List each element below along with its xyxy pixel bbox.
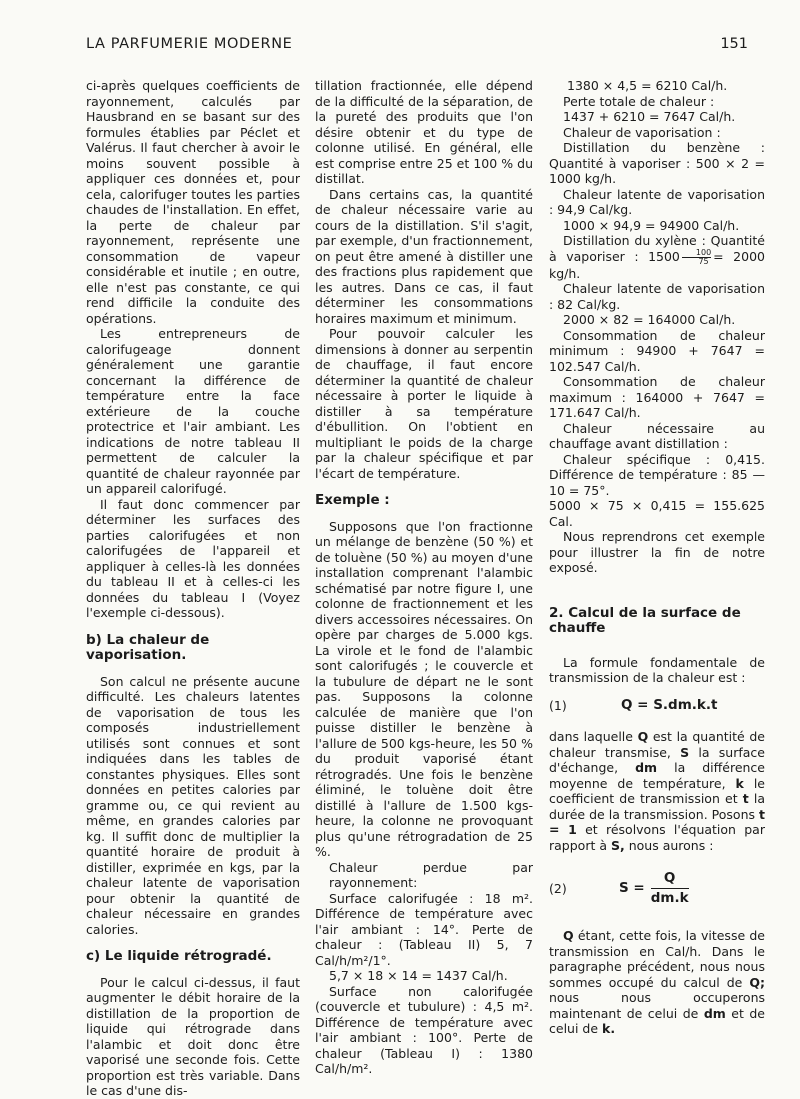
page-header — [86, 36, 748, 58]
section-heading-c: c) Le liquide rétrogradé. — [86, 948, 272, 964]
paragraph: Consommation de chaleur minimum : 94900 + 7647 = 102.547 Cal/h. — [549, 327, 765, 374]
paragraph: Il faut donc commencer par déterminer les surfaces des parties calorifugées et non calorifugées de l'appareil et appliquer à celles-là les données du tableau II et à celles-ci les données du tableau I (Voyez l'exemple ci-dessous). — [86, 496, 300, 620]
fraction-denominator: dm.k — [650, 889, 689, 906]
text-line: Chaleur de vaporisation : — [563, 124, 721, 140]
text-line: Perte totale de chaleur : — [563, 93, 715, 109]
paragraph — [549, 233, 765, 281]
section-heading-2: 2. Calcul de la surface de chauffe — [549, 604, 741, 636]
column-2 — [315, 78, 533, 1077]
text-run: dans laquelle — [549, 729, 633, 744]
paragraph: Dans certains cas, la quantité de chaleur nécessaire varie au cours de la distillation. S'il s'agit, par exemple, d'un fractionnement, on peut être amené à distiller une des fractions plus rapidement que les autres. Dans ce cas, il faut déterminer les consommations horaires maximum et minimum. — [315, 186, 533, 326]
formula-number: (2) — [549, 880, 567, 896]
paragraph: Surface non calorifugée (couvercle et tubulure) : 4,5 m². Différence de température avec l'air ambiant : 100°. Perte de chaleur (Tableau I) : 1380 Cal/h/m². — [315, 983, 533, 1076]
symbol-k: k. — [602, 1021, 616, 1036]
formula-lhs: S = — [619, 879, 645, 896]
symbol-q: Q — [563, 928, 574, 943]
equation-line: 1380 × 4,5 = 6210 Cal/h. — [567, 78, 728, 93]
text-run: la différence moyenne de température, — [549, 760, 765, 791]
paragraph: Son calcul ne présente aucune difficulté. Les chaleurs latentes de vaporisation de tous les composés industriellement utilisés sont connues et sont indiquées dans les tables de constantes physiques. Elles sont données en petites calories par gramme ou, ce qui revient au même, en grandes calories par kg. Il suffit donc de multiplier la quantité horaire de produit à distiller, exprimée en kgs, par la chaleur latente de vaporisation pour obtenir la quantité de chaleur nécessaire en grandes calories. — [86, 673, 300, 937]
symbol-t-equals-1: t = 1 — [549, 806, 765, 837]
paragraph: tillation fractionnée, elle dépend de la difficulté de la séparation, de la pureté des produits que l'on désire obtenir et du type de colonne utilisé. En général, elle est comprise entre 25 et 100 % du distillat. — [315, 78, 533, 186]
symbol-s: S, — [610, 837, 625, 853]
paragraph: Chaleur latente de vaporisation : 94,9 Cal/kg. — [549, 186, 765, 217]
paragraph — [549, 729, 765, 853]
text-run: nous aurons : — [628, 837, 714, 853]
equation-line: 1437 + 6210 = 7647 Cal/h. — [563, 109, 736, 124]
paragraph: Chaleur latente de vaporisation : 82 Cal/kg. — [549, 281, 765, 312]
symbol-q: Q — [637, 729, 649, 744]
paragraph: Les entrepreneurs de calorifugeage donnent généralement une garantie concernant la différence de température entre la face extérieure de la couche protectrice et l'air ambiant. Les indications de notre tableau II permettent de calculer la quantité de chaleur rayonnée par un appareil calorifugé. — [86, 326, 300, 496]
formula-1 — [549, 698, 765, 714]
page-number: 151 — [720, 36, 748, 52]
paragraph: Pour le calcul ci-dessus, il faut augmenter le débit horaire de la distillation de la proportion de liquide qui rétrograde dans l'alambic et doit donc être vaporisé une seconde fois. Cette proportion est très variable. Dans le cas d'une dis- — [86, 974, 300, 1098]
small-fraction — [682, 249, 711, 266]
paragraph: Surface calorifugée : 18 m². Différence de température avec l'air ambiant : 14°. Perte de chaleur : (Tableau II) 5, 7 Cal/h/m²/1°. — [315, 890, 533, 968]
symbol-dm: dm — [703, 1005, 726, 1021]
paragraph: Distillation du benzène : Quantité à vaporiser : 500 × 2 = 1000 kg/h. — [549, 140, 765, 186]
equation-line: 5000 × 75 × 0,415 = 155.625 Cal. — [549, 498, 765, 529]
paragraph: ci-après quelques coefficients de rayonnement, calculés par Hausbrand en se basant sur des formules établies par Péclet et Valérus. Il faut chercher à avoir le moins souvent possible à appliquer ces données et, pour cela, calorifuger toutes les parties chaudes de l'installation. En effet, la perte de chaleur par rayonnement, représente une consommation de vapeur considérable et inutile ; en outre, elle n'est pas constante, ce qui rend difficile la conduite des opérations. — [86, 78, 300, 326]
journal-title: LA PARFUMERIE MODERNE — [86, 36, 293, 52]
xylene-text: Distillation du xylène : Quantité à vaporiser : 1500 — [549, 233, 765, 264]
equation-line: 1000 × 94,9 = 94900 Cal/h. — [563, 217, 740, 233]
text-run: la durée de la transmission. Posons — [549, 791, 765, 822]
fraction-numerator: 100 — [695, 247, 712, 257]
paragraph: Nous reprendrons cet exemple pour illustrer la fin de notre exposé. — [549, 529, 765, 575]
paragraph: Pour pouvoir calculer les dimensions à donner au serpentin de chauffage, il faut encore déterminer la quantité de chaleur nécessaire à porter le liquide à distiller à sa température d'ébullition. On l'obtient en multipliant le poids de la charge par la chaleur spécifique et par l'écart de température. — [315, 326, 533, 481]
formula-number: (1) — [549, 697, 567, 713]
equation-line: 5,7 × 18 × 14 = 1437 Cal/h. — [329, 968, 508, 983]
example-heading: Exemple : — [315, 492, 390, 508]
text-run: est la quantité de chaleur transmise, — [549, 729, 765, 760]
paragraph: Chaleur nécessaire au chauffage avant distillation : — [549, 420, 765, 451]
text-run: le coefficient de transmission et — [549, 775, 765, 806]
text-run: et résolvons l'équation par rapport à — [549, 822, 765, 853]
paragraph: Supposons que l'on fractionne un mélange de benzène (50 %) et de toluène (50 %) au moyen d'une installation comprenant l'alambic schématisé par notre figure I, une colonne de fractionnement et les divers accessoires nécessaires. On opère par charges de 5.000 kgs. La virole et le fond de l'alambic sont calorifugés ; le couvercle et la tubulure de départ ne le sont pas. Supposons la colonne calculée de manière que l'on puisse distiller le benzène à l'allure de 500 kgs-heure, les 50 % du produit vaporisé étant rétrogradés. Une fois le benzène éliminé, le toluène doit être distillé à l'allure de 1.500 kgs-heure, la colonne ne provoquant plus qu'une rétrogradation de 25 %. — [315, 518, 533, 859]
column-3 — [549, 78, 765, 1037]
formula-2 — [549, 871, 765, 906]
text-run: étant, cette fois, la vitesse de transmission en Cal/h. Dans le paragraphe précédent, nous nous sommes occupé du calcul de — [549, 928, 765, 990]
section-heading-b: b) La chaleur de vaporisation. — [86, 631, 210, 663]
fraction — [651, 871, 689, 906]
column-1 — [86, 78, 300, 1099]
text-run: et de celui de — [549, 1005, 765, 1036]
paragraph — [549, 928, 765, 1037]
symbol-k: k — [735, 775, 744, 791]
symbol-q: Q; — [749, 974, 765, 990]
text-run: nous nous occuperons maintenant de celui de — [549, 990, 765, 1021]
equation-line: 2000 × 82 = 164000 Cal/h. — [563, 312, 736, 327]
symbol-t: t — [742, 791, 749, 806]
fraction-denominator: 75 — [698, 256, 709, 266]
symbol-s: S — [680, 744, 690, 760]
paragraph: Consommation de chaleur maximum : 164000 + 7647 = 171.647 Cal/h. — [549, 374, 765, 420]
formula-expression: Q = S.dm.k.t — [621, 696, 718, 713]
text-run: la surface d'échange, — [549, 744, 765, 775]
symbol-dm: dm — [635, 760, 658, 775]
text-line: Chaleur perdue par rayonnement: — [329, 859, 533, 890]
xylene-result: = 2000 kg/h. — [549, 248, 765, 281]
paragraph: La formule fondamentale de transmission de la chaleur est : — [549, 654, 765, 685]
paragraph: Chaleur spécifique : 0,415. Différence de température : 85 — 10 = 75°. — [549, 451, 765, 498]
fraction-numerator: Q — [663, 870, 676, 886]
